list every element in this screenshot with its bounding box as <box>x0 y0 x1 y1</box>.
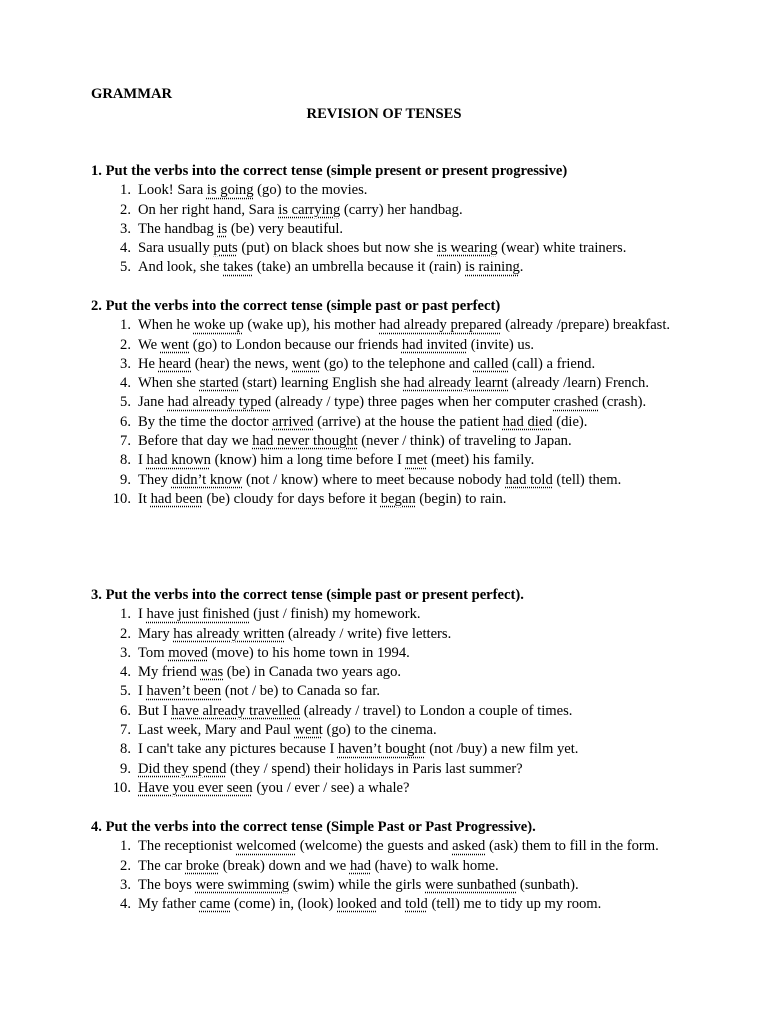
item-number: 6. <box>120 702 131 719</box>
exercise-item <box>91 432 698 451</box>
item-text: (come) in, (look) <box>230 896 337 913</box>
item-number: 4. <box>120 240 131 257</box>
item-number: 1. <box>120 182 131 199</box>
answer-text: is raining <box>465 259 520 276</box>
item-number: 2. <box>120 201 131 218</box>
answer-text: Did they spend <box>138 760 227 777</box>
answer-text: haven’t been <box>146 683 222 700</box>
exercise-list <box>91 837 711 914</box>
exercise-item <box>91 740 698 759</box>
section-1 <box>91 162 711 278</box>
section-heading: 4. Put the verbs into the correct tense (Simple Past or Past Progressive). <box>91 819 536 835</box>
item-text: (never / think) of traveling to Japan. <box>357 433 572 450</box>
answer-text: had <box>349 857 372 874</box>
item-text: (you / ever / see) a whale? <box>252 779 410 796</box>
exercise-item <box>91 316 698 335</box>
item-text: He <box>138 355 159 372</box>
section-heading: 2. Put the verbs into the correct tense (simple past or past perfect) <box>91 298 501 314</box>
item-text: When she <box>138 375 200 392</box>
answer-text: told <box>405 896 428 913</box>
item-text: The boys <box>138 876 196 893</box>
answer-text: is <box>217 220 228 237</box>
item-text: (carry) her handbag. <box>340 201 463 218</box>
exercise-item <box>91 837 698 856</box>
exercise-item <box>91 895 698 914</box>
item-text: (be) in Canada two years ago. <box>223 664 402 681</box>
answer-text: is going <box>206 182 254 199</box>
answer-text: went <box>292 355 321 372</box>
item-text: Sara usually <box>138 240 214 257</box>
item-text: When he <box>138 317 194 334</box>
answer-text: takes <box>223 259 254 276</box>
answer-text: looked <box>337 896 377 913</box>
answer-text: moved <box>168 644 208 661</box>
item-number: 5. <box>120 259 131 276</box>
item-text: (ask) them to fill in the form. <box>485 838 659 855</box>
exercise-item <box>91 471 698 490</box>
answer-text: Have you ever seen <box>138 779 253 796</box>
item-number: 10. <box>112 779 131 796</box>
item-text: (already /learn) French. <box>508 375 649 392</box>
item-text: Last week, Mary and Paul <box>138 722 295 739</box>
item-text: (wake up), his mother <box>243 317 380 334</box>
item-number: 4. <box>120 664 131 681</box>
answer-text: woke up <box>193 317 244 334</box>
item-text: (begin) to rain. <box>415 490 507 507</box>
item-text: We <box>138 336 161 353</box>
item-number: 7. <box>120 433 131 450</box>
answer-text: had already typed <box>167 394 272 411</box>
item-number: 9. <box>120 760 131 777</box>
item-text: Before that day we <box>138 433 253 450</box>
exercise-item <box>91 857 698 876</box>
answer-text: called <box>473 355 509 372</box>
answer-text: started <box>199 375 239 392</box>
answer-text: was <box>200 664 224 681</box>
item-text: (meet) his family. <box>427 452 535 469</box>
answer-text: began <box>380 490 416 507</box>
item-text: (take) an umbrella because it (rain) <box>253 259 466 276</box>
exercise-item <box>91 220 698 239</box>
answer-text: had invited <box>401 336 468 353</box>
answer-text: didn’t know <box>171 471 243 488</box>
section-3 <box>91 586 711 798</box>
exercise-item <box>91 355 698 374</box>
exercise-item <box>91 605 698 624</box>
answer-text: met <box>405 452 428 469</box>
exercise-item <box>91 625 698 644</box>
item-text: (welcome) the guests and <box>296 838 453 855</box>
item-text: My father <box>138 896 200 913</box>
item-text: Jane <box>138 394 168 411</box>
item-text: (go) to London because our friends <box>189 336 402 353</box>
item-number: 4. <box>120 375 131 392</box>
exercise-item <box>91 201 698 220</box>
item-text: (be) cloudy for days before it <box>202 490 381 507</box>
exercise-item <box>91 451 698 470</box>
item-text: (wear) white trainers. <box>497 240 627 257</box>
item-text: I <box>138 606 147 623</box>
answer-text: had told <box>505 471 553 488</box>
item-number: 1. <box>120 317 131 334</box>
exercise-item <box>91 374 698 393</box>
answer-text: came <box>199 896 231 913</box>
answer-text: is wearing <box>437 240 498 257</box>
item-text: It <box>138 490 151 507</box>
exercise-item <box>91 490 698 509</box>
exercise-item <box>91 682 698 701</box>
exercise-item <box>91 239 698 258</box>
item-text: I <box>138 452 147 469</box>
item-number: 2. <box>120 336 131 353</box>
answer-text: had already learnt <box>403 375 508 392</box>
item-number: 3. <box>120 644 131 661</box>
item-text: (sunbath). <box>516 876 579 893</box>
answer-text: have just finished <box>146 606 250 623</box>
exercise-list <box>91 316 711 509</box>
item-text: (they / spend) their holidays in Paris last summer? <box>226 760 523 777</box>
item-text: (break) down and we <box>219 857 350 874</box>
item-text: On her right hand, Sara <box>138 201 279 218</box>
item-text: (not / know) where to meet because nobody <box>242 471 506 488</box>
item-text: Tom <box>138 644 169 661</box>
item-text: (hear) the news, <box>191 355 292 372</box>
answer-text: crashed <box>553 394 599 411</box>
item-number: 3. <box>120 876 131 893</box>
exercise-item <box>91 393 698 412</box>
item-text: The handbag <box>138 220 218 237</box>
answer-text: had already prepared <box>379 317 502 334</box>
item-text: and <box>376 896 406 913</box>
exercise-item <box>91 181 698 200</box>
page-title: REVISION OF TENSES <box>306 106 462 122</box>
answer-text: had known <box>146 452 211 469</box>
item-text: The receptionist <box>138 838 237 855</box>
exercise-item <box>91 779 698 798</box>
item-number: 8. <box>120 452 131 469</box>
item-text: (swim) while the girls <box>289 876 425 893</box>
exercise-item <box>91 336 698 355</box>
item-text: (have) to walk home. <box>371 857 499 874</box>
item-number: 5. <box>120 683 131 700</box>
item-text: (tell) them. <box>552 471 622 488</box>
grammar-label: GRAMMAR <box>91 86 173 102</box>
exercise-item <box>91 760 698 779</box>
item-text: The car <box>138 857 186 874</box>
answer-text: were sunbathed <box>425 876 517 893</box>
answer-text: asked <box>452 838 486 855</box>
exercise-item <box>91 644 698 663</box>
answer-text: arrived <box>272 413 314 430</box>
item-text: (already /prepare) breakfast. <box>501 317 671 334</box>
exercise-list <box>91 605 711 798</box>
exercise-list <box>91 181 711 277</box>
item-number: 9. <box>120 471 131 488</box>
answer-text: were swimming <box>195 876 290 893</box>
exercise-item <box>91 663 698 682</box>
item-text: (go) to the movies. <box>253 182 368 199</box>
item-text: (crash). <box>598 394 647 411</box>
item-number: 4. <box>120 896 131 913</box>
item-text: (put) on black shoes but now she <box>237 240 438 257</box>
item-text: (already / travel) to London a couple of times. <box>300 702 573 719</box>
item-text: (tell) me to tidy up my room. <box>427 896 602 913</box>
exercise-item <box>91 258 698 277</box>
item-text: (start) learning English she <box>238 375 404 392</box>
answer-text: heard <box>158 355 192 372</box>
item-text: (already / write) five letters. <box>284 625 452 642</box>
item-text: They <box>138 471 172 488</box>
answer-text: went <box>160 336 190 353</box>
answer-text: have already travelled <box>171 702 301 719</box>
item-text: I <box>138 683 147 700</box>
answer-text: had died <box>502 413 553 430</box>
item-text: (go) to the cinema. <box>322 722 437 739</box>
answer-text: has already written <box>173 625 285 642</box>
item-number: 6. <box>120 413 131 430</box>
answer-text: went <box>294 722 323 739</box>
item-number: 3. <box>120 220 131 237</box>
item-text: (move) to his home town in 1994. <box>207 644 410 661</box>
item-text: My friend <box>138 664 201 681</box>
answer-text: had been <box>150 490 203 507</box>
item-text: (not /buy) a new film yet. <box>425 741 579 758</box>
item-text: Mary <box>138 625 174 642</box>
item-text: (not / be) to Canada so far. <box>221 683 381 700</box>
item-text: (just / finish) my homework. <box>249 606 421 623</box>
item-text: By the time the doctor <box>138 413 273 430</box>
item-number: 2. <box>120 857 131 874</box>
answer-text: haven’t bought <box>337 741 426 758</box>
item-number: 1. <box>120 838 131 855</box>
exercise-item <box>91 413 698 432</box>
item-text: But I <box>138 702 172 719</box>
item-number: 1. <box>120 606 131 623</box>
item-number: 7. <box>120 722 131 739</box>
item-number: 10. <box>112 490 131 507</box>
item-text: (call) a friend. <box>508 355 596 372</box>
item-text: (die). <box>552 413 588 430</box>
answer-text: had never thought <box>252 433 358 450</box>
answer-text: broke <box>185 857 220 874</box>
item-text: I can't take any pictures because I <box>138 741 338 758</box>
answer-text: welcomed <box>236 838 297 855</box>
answer-text: is carrying <box>278 201 341 218</box>
exercise-item <box>91 721 698 740</box>
item-number: 3. <box>120 355 131 372</box>
section-heading: 1. Put the verbs into the correct tense (simple present or present progressive) <box>91 163 568 179</box>
exercise-item <box>91 876 698 895</box>
item-text: . <box>519 259 524 276</box>
answer-text: puts <box>213 240 238 257</box>
item-text: (go) to the telephone and <box>320 355 474 372</box>
section-2 <box>91 297 711 509</box>
item-text: And look, she <box>138 259 224 276</box>
item-number: 8. <box>120 741 131 758</box>
section-heading: 3. Put the verbs into the correct tense (simple past or present perfect). <box>91 587 524 603</box>
item-text: (already / type) three pages when her computer <box>271 394 554 411</box>
item-text: (invite) us. <box>467 336 535 353</box>
item-text: (be) very beautiful. <box>227 220 344 237</box>
section-4 <box>91 818 711 914</box>
item-text: (arrive) at the house the patient <box>313 413 503 430</box>
item-number: 5. <box>120 394 131 411</box>
item-text: (know) him a long time before I <box>210 452 406 469</box>
exercise-item <box>91 702 698 721</box>
item-text: Look! Sara <box>138 182 207 199</box>
item-number: 2. <box>120 625 131 642</box>
